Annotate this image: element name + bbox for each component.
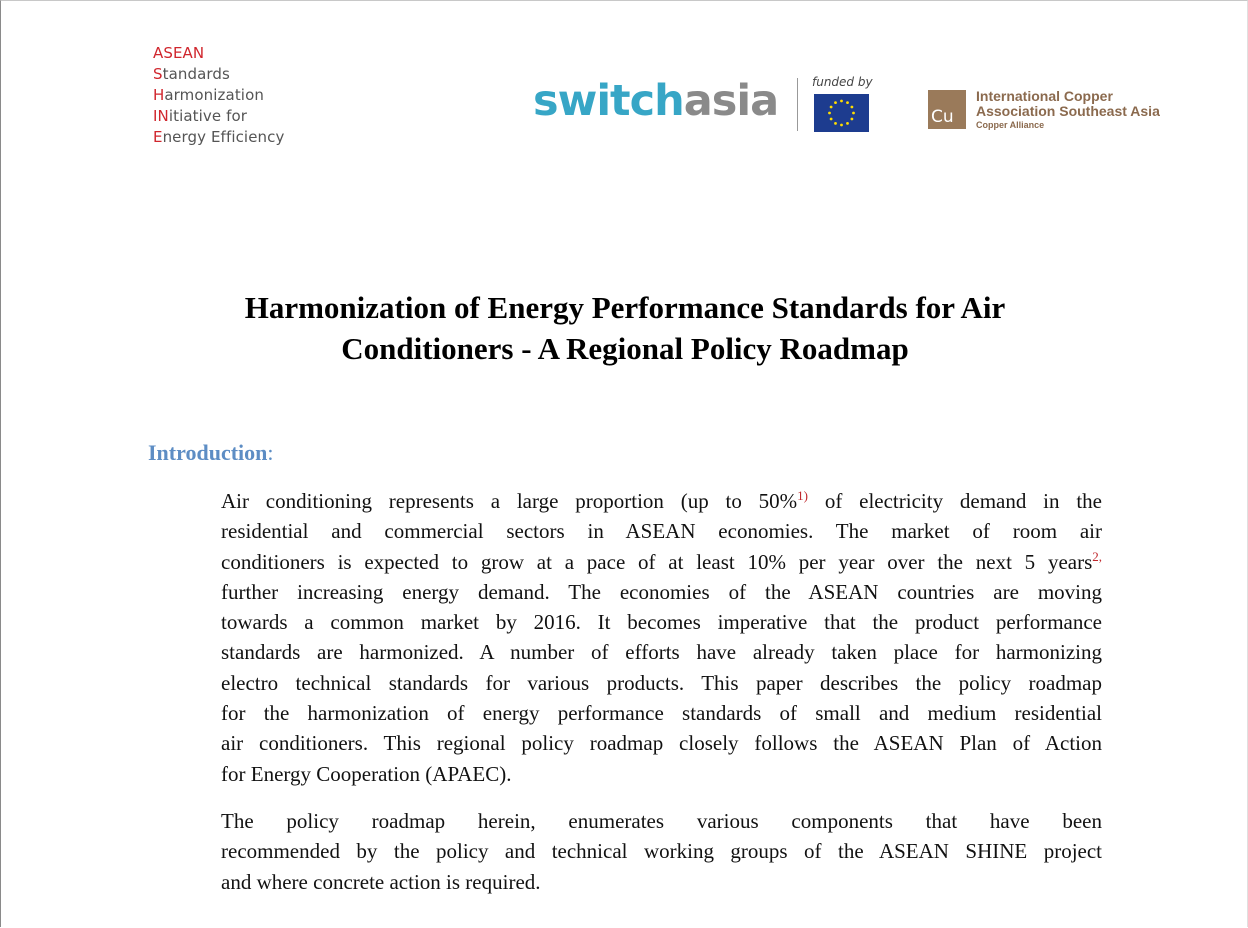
logo-divider: [797, 78, 798, 131]
text-line: further increasing energy demand. The economies of the ASEAN countries are moving: [221, 579, 1102, 604]
footnote-ref-1: 1): [797, 488, 809, 503]
eu-stars-icon: [814, 94, 869, 132]
logo-line: Standards: [153, 65, 230, 83]
text-line: Air conditioning represents a large proportion (up to 50%$^{1)}$ of electricity demand in the: [221, 488, 1102, 513]
text-line: for Energy Cooperation (APAEC).: [221, 761, 512, 786]
eu-flag-icon: [814, 94, 869, 132]
logo-line: INitiative for: [153, 107, 248, 125]
funded-by-label: funded by: [812, 75, 873, 89]
switchasia-logo: switchasia: [533, 76, 779, 126]
ica-logo-text: International Copper Association Southeast Asia Copper Alliance: [976, 88, 1160, 130]
footnote-ref-2: 2,: [1092, 548, 1102, 564]
text-line: electro technical standards for various products. This paper describes the policy roadmap: [221, 670, 1102, 695]
title-line-1: Harmonization of Energy Performance Standards for Air: [244, 290, 1006, 325]
text-line: towards a common market by 2016. It becomes imperative that the product performance: [221, 610, 1102, 635]
paragraph-1: [221, 486, 1102, 789]
text-line: conditioners is expected to grow at a pace of at least 10% per year over the next 5 years$^{2,}$: [221, 548, 1102, 574]
logo-line: ASEAN: [153, 44, 205, 62]
text-line: and where concrete action is required.: [221, 869, 541, 894]
copper-logo-box: Cu: [928, 90, 966, 129]
text-line: for the harmonization of energy performance standards of small and medium residential: [221, 701, 1102, 726]
text-line: standards are harmonized. A number of efforts have already taken place for harmonizing: [221, 640, 1102, 665]
logo-line: Energy Efficiency: [153, 128, 285, 146]
text-line: recommended by the policy and technical working groups of the ASEAN SHINE project: [221, 839, 1102, 864]
logo-line: Harmonization: [153, 86, 264, 104]
text-line: The policy roadmap herein, enumerates various components that have been: [221, 809, 1102, 833]
document-title: [150, 287, 1100, 369]
introduction-heading: Introduction:: [148, 440, 274, 465]
asean-shine-logo: [153, 43, 284, 148]
text-line: air conditioners. This regional policy roadmap closely follows the ASEAN Plan of Action: [221, 731, 1102, 756]
text-line: residential and commercial sectors in ASEAN economies. The market of room air: [221, 519, 1102, 544]
paragraph-2: [221, 806, 1102, 897]
title-line-2: Conditioners - A Regional Policy Roadmap: [341, 331, 909, 366]
